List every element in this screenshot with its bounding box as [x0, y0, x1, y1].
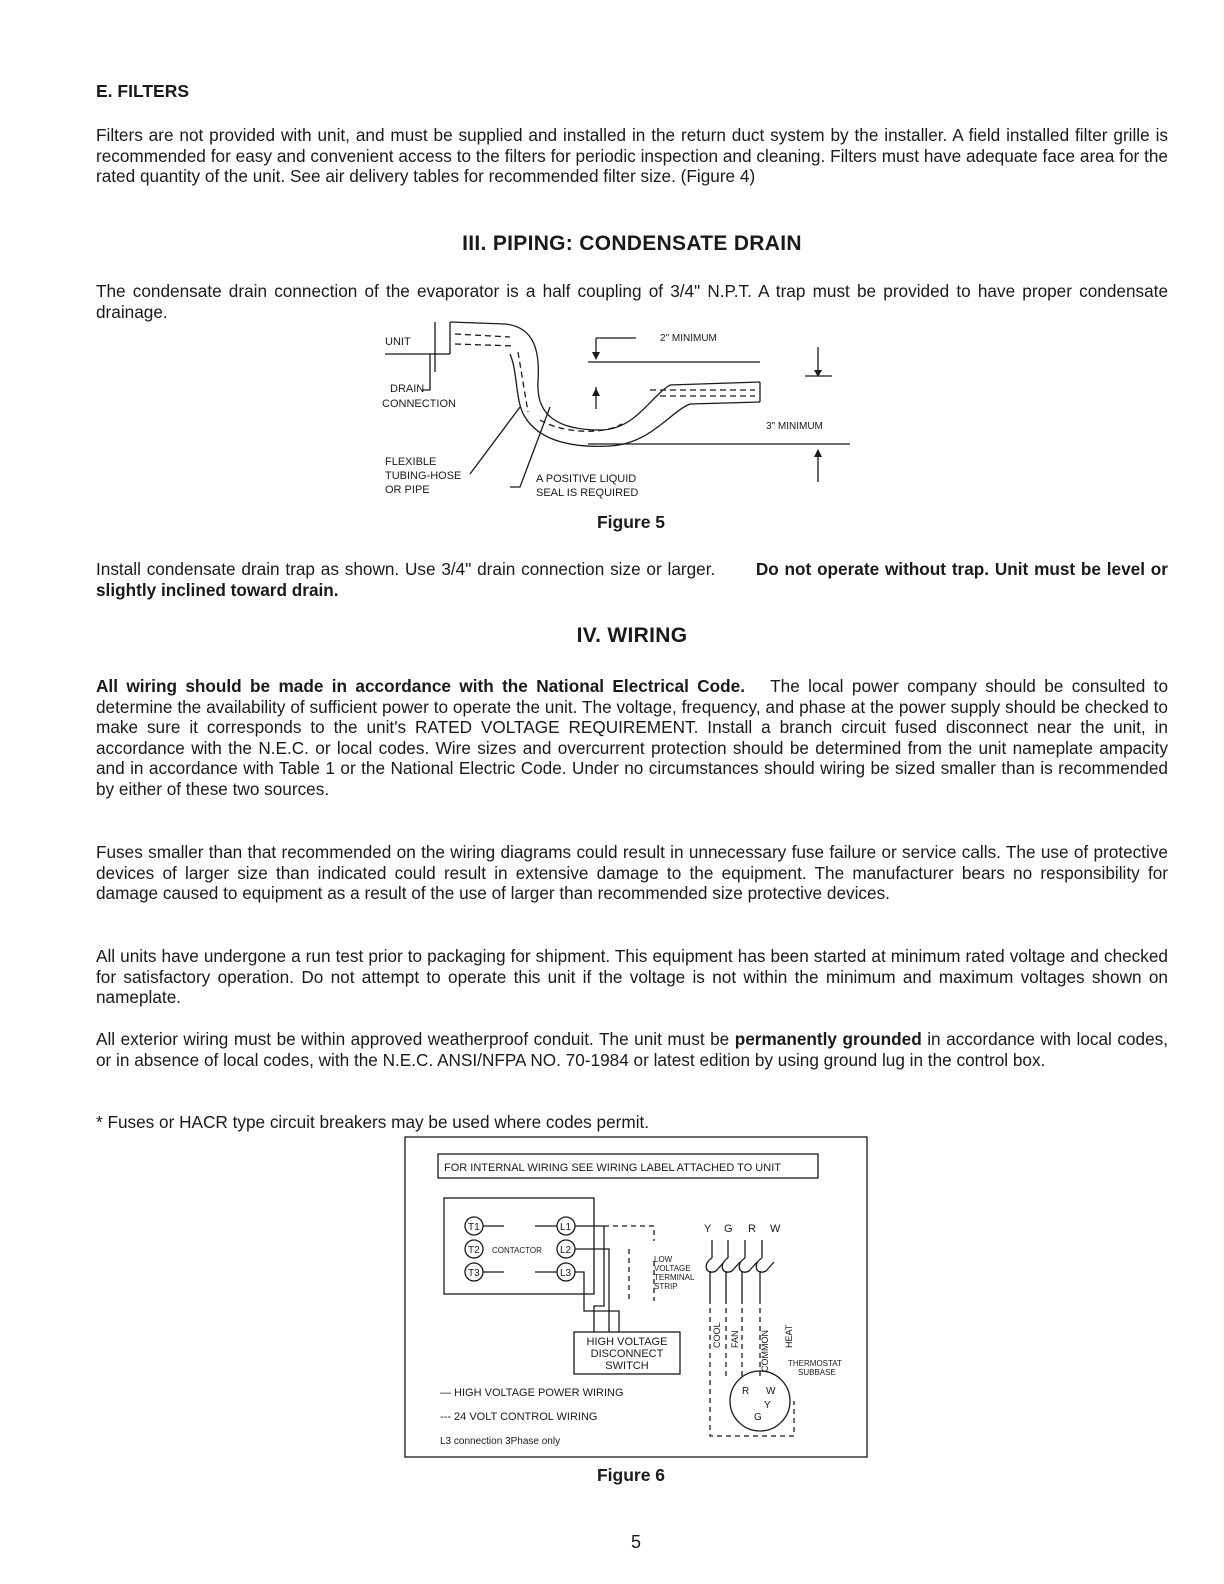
fig6-thermo-1: THERMOSTAT [788, 1359, 842, 1368]
fig6-frame [405, 1137, 867, 1457]
fig6-legend-l3: L3 connection 3Phase only [440, 1436, 561, 1447]
fig6-w: W [770, 1223, 781, 1235]
fig6-legend-lv: --- 24 VOLT CONTROL WIRING [440, 1411, 598, 1423]
fig6-disc-2: DISCONNECT [590, 1348, 664, 1360]
fig6-t3: T3 [468, 1268, 480, 1279]
fig6-disc-1: HIGH VOLTAGE [586, 1336, 668, 1348]
fig6-common: COMMON [760, 1330, 770, 1372]
figure-6-caption: Figure 6 [596, 1465, 666, 1485]
fig5-unit-label: UNIT [385, 336, 411, 348]
terminal-g [722, 1258, 740, 1272]
fig6-t2: T2 [468, 1245, 480, 1256]
wiring-p1-bold: All wiring should be made in accordance with the National Electrical Code. [96, 676, 745, 696]
fig6-y: Y [704, 1223, 712, 1235]
fig6-header: FOR INTERNAL WIRING SEE WIRING LABEL ATTACHED TO UNIT [444, 1162, 781, 1174]
arrowhead-2-top [592, 352, 600, 360]
filters-body: Filters are not provided with unit, and must be supplied and installed in the return duct system by the installer. A field installed filter grille is recommended for easy and convenient access to the filters for periodic inspection and cleaning. Filters must have adequate face area for the rated quantity of the unit. See air delivery tables for recommended filter size. (Figure 4) [96, 125, 1168, 187]
page-number: 5 [630, 1532, 641, 1552]
drain-install-paragraph [96, 559, 1168, 600]
wiring-paragraph-2 [96, 842, 1168, 904]
drain-pipe-top [450, 322, 505, 324]
arrowhead-2-bottom [592, 388, 600, 396]
fig6-sub-w: W [766, 1386, 776, 1397]
terminal-r [739, 1258, 757, 1272]
wiring-note [96, 1112, 1168, 1133]
wiring-note-text: * Fuses or HACR type circuit breakers may be used where codes permit. [96, 1112, 650, 1132]
fig6-cool: COOL [712, 1322, 722, 1348]
fig5-seal-label-2: SEAL IS REQUIRED [536, 487, 639, 499]
fig5-hose-label-3: OR PIPE [385, 484, 430, 496]
wiring-diagram-figure [404, 1136, 870, 1460]
fig6-low-4: STRIP [654, 1282, 678, 1291]
fig5-hose-label-1: FLEXIBLE [385, 456, 437, 468]
drain-install-text: Install condensate drain trap as shown. Use 3/4" drain connection size or larger. [96, 559, 716, 579]
wiring-p1-rest: The local power company should be consulted to determine the availability of sufficient power to operate the unit. The voltage, frequency, and phase at the power supply should be checked to make sure it corresponds to the unit's RATED VOLTAGE REQUIREMENT. Install a branch circuit fused disconnect near the unit, in accordance with the N.E.C. or local codes. Wire sizes and overcurrent protection should be determined from the unit nameplate ampacity and in accordance with Table 1 or the National Electric Code. Under no circumstances should wiring be sized smaller than is recommended by either of these two sources. [96, 676, 1169, 799]
fig6-r: R [748, 1223, 756, 1235]
fig5-drain-label-2: CONNECTION [382, 398, 456, 410]
drain-pipe-outer [505, 324, 760, 430]
fig6-thermo-2: SUBBASE [798, 1368, 836, 1377]
fig6-low-1: LOW [654, 1255, 673, 1264]
wiring-paragraph-4 [96, 1029, 1168, 1070]
wiring-paragraph-1 [96, 676, 1168, 800]
condensate-drain-figure [360, 312, 860, 508]
filters-paragraph [96, 125, 1168, 187]
fig6-low-3: TERMINAL [654, 1273, 695, 1282]
outlet-dash [650, 390, 755, 396]
drain-warning: Do not operate without trap. Unit must be level or slightly inclined toward drain. [96, 559, 1168, 600]
fig6-l3: L3 [560, 1268, 572, 1279]
fig6-legend-hv: — HIGH VOLTAGE POWER WIRING [440, 1387, 624, 1399]
fig6-heat: HEAT [784, 1324, 794, 1348]
terminal-stubs [712, 1240, 762, 1258]
fig5-min3-label: 3" MINIMUM [766, 421, 823, 432]
fig5-hose-label-2: TUBING-HOSE [385, 470, 462, 482]
control-dash-left [604, 1226, 654, 1301]
wiring-p4-b: in accordance with local codes, or in absence of local codes, with the N.E.C. ANSI/NFPA NO. 70-1984 or latest edition by using ground lug in the control box. [96, 1029, 1169, 1070]
fig6-disc-3: SWITCH [605, 1360, 649, 1372]
l3-route [575, 1272, 619, 1332]
fig6-sub-y: Y [764, 1400, 771, 1411]
fig6-sub-g: G [754, 1412, 762, 1423]
piping-heading: III. PIPING: CONDENSATE DRAIN [462, 232, 802, 255]
fig6-contactor: CONTACTOR [492, 1246, 542, 1255]
drain-pipe-inner [510, 354, 760, 446]
terminal-y [706, 1258, 724, 1272]
wiring-p2: Fuses smaller than that recommended on the wiring diagrams could result in unnecessary fuse failure or service calls. The use of protective devices of larger size than indicated could result in extensive damage to the equipment. The manufacturer bears no responsibility for damage caused to equipment as a result of the use of larger than recommended size protective devices. [96, 842, 1168, 904]
wiring-p4-bold: permanently grounded [734, 1029, 922, 1049]
wiring-p3: All units have undergone a run test prior to packaging for shipment. This equipment has been started at minimum rated voltage and checked for satisfactory operation. Do not attempt to operate this unit if the voltage is not within the minimum and maximum voltages shown on nameplate. [96, 946, 1168, 1008]
wiring-paragraph-3 [96, 946, 1168, 1008]
fig6-l1: L1 [560, 1222, 572, 1233]
terminal-drops [710, 1271, 760, 1304]
fig6-fan: FAN [730, 1330, 740, 1348]
fig6-sub-r: R [742, 1386, 750, 1397]
fig6-g: G [724, 1223, 733, 1235]
fig6-l2: L2 [560, 1245, 572, 1256]
wiring-p4-a: All exterior wiring must be within approved weatherproof conduit. The unit must be [96, 1029, 730, 1049]
fig5-min2-label: 2" MINIMUM [660, 333, 717, 344]
fig6-low-2: VOLTAGE [654, 1264, 691, 1273]
l1-route [594, 1226, 604, 1332]
hose-leader [470, 407, 520, 474]
fig5-seal-label-1: A POSITIVE LIQUID [536, 473, 637, 485]
wiring-heading: IV. WIRING [576, 624, 688, 647]
fig5-drain-label-1: DRAIN [390, 383, 425, 395]
fig6-t1: T1 [468, 1222, 480, 1233]
figure-5-caption: Figure 5 [596, 512, 666, 532]
arrowhead-3-bottom [814, 449, 822, 457]
piping-body: The condensate drain connection of the evaporator is a half coupling of 3/4" N.P.T. A trap must be provided to have proper condensate drainage. [96, 281, 1168, 322]
filters-heading: E. FILTERS [96, 81, 190, 101]
terminal-w [756, 1258, 774, 1272]
